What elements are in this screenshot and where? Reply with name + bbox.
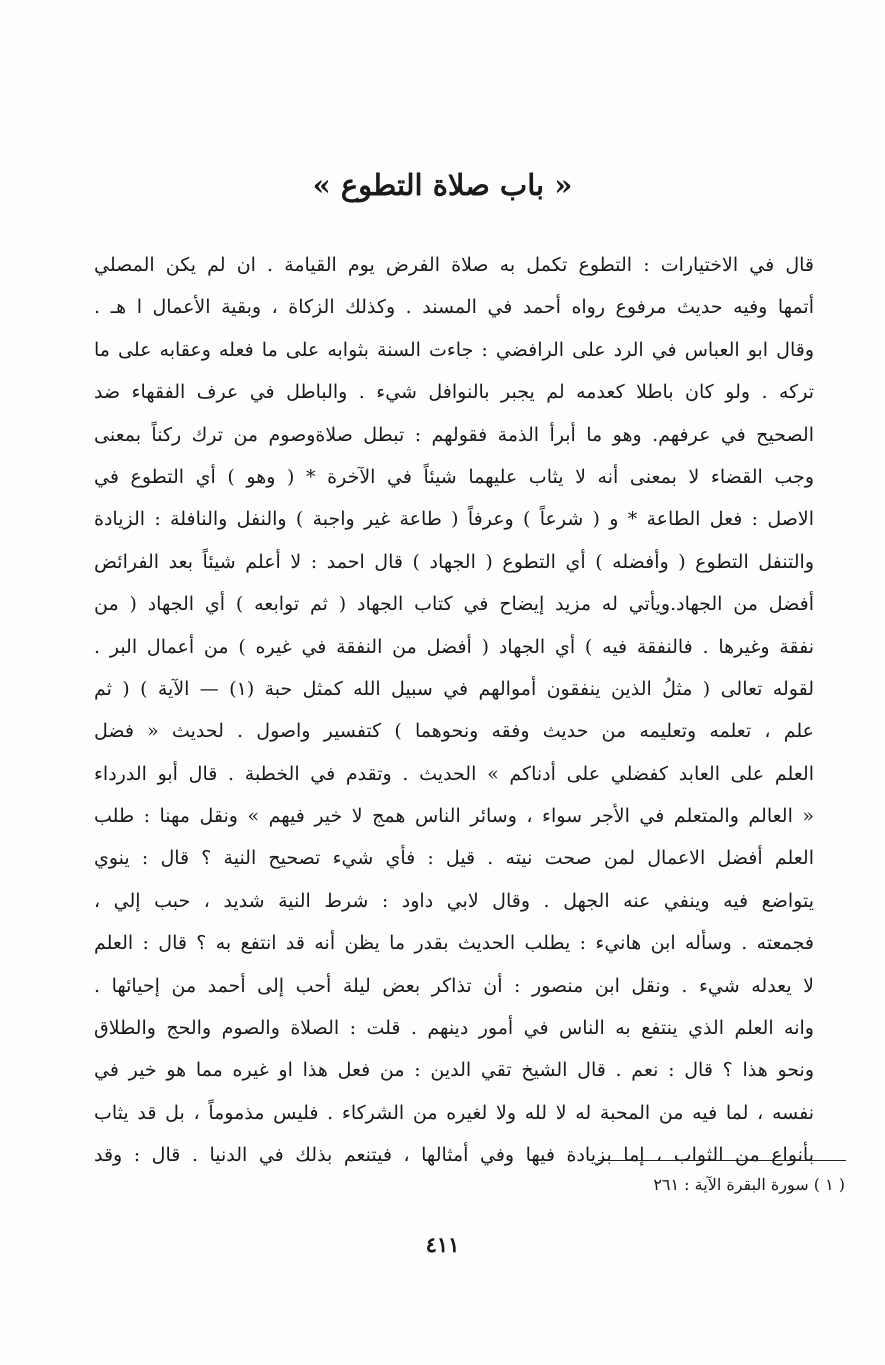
text-line: قال في الاختيارات : التطوع تكمل به صلاة الفرض يوم القيامة . ان لم يكن المصلي [94,254,814,276]
text-line: « العالم والمتعلم في الأجر سواء ، وسائر الناس همج لا خير فيهم » ونقل مهنا : طلب [94,805,814,828]
text-line: تركه . ولو كان باطلا كعدمه لم يجبر بالنوافل شيء . والباطل في عرف الفقهاء ضد [94,381,814,404]
chapter-title: « باب صلاة التطوع » [312,168,573,202]
text-line: علم ، تعلمه وتعليمه من حديث وفقه ونحوهما ) كتفسير واصول . لحديث « فضل [94,720,814,743]
body-text [94,244,814,1177]
text-line: وجب القضاء لا بمعنى أنه لا يثاب عليهما شيئاً في الآخرة * ( وهو ) أي التطوع في [94,465,814,488]
text-line: أتمها وفيه حديث مرفوع رواه أحمد في المسند . وكذلك الزكاة ، وبقية الأعمال ا هـ . [94,296,814,319]
text-line: العلم على العابد كفضلي على أدناكم » الحديث . وتقدم في الخطبة . قال أبو الدرداء [94,762,814,785]
footnote-divider [598,1160,846,1161]
text-line: نفقة وغيرها . فالنفقة فيه ) أي الجهاد ( أفضل من النفقة في غيره ) من أعمال البر . [94,635,814,658]
text-line: الصحيح في عرفهم. وهو ما أبرأ الذمة فقولهم : تبطل صلاةوصوم من ترك ركناً بمعنى [94,423,814,446]
text-line: نفسه ، لما فيه من المحبة له لا لله ولا لغيره من الشركاء . فليس مذموماً ، بل قد يثاب [94,1101,814,1124]
text-line: لا يعدله شيء . ونقل ابن منصور : أن تذاكر بعض ليلة أحب إلى أحمد من إحيائها . [94,974,814,997]
text-line: بأنواع من الثواب ، إما بزيادة فيها وفي أمثالها ، فيتنعم بذلك في الدنيا . قال : وقد [94,1144,814,1167]
text-line: العلم أفضل الاعمال لمن صحت نيته . قيل : فأي شيء تصحيح النية ؟ قال : ينوي [94,847,814,870]
page-number: ٤١١ [425,1232,460,1257]
text-line: فجمعته . وسأله ابن هانيء : يطلب الحديث بقدر ما يظن أنه قد انتفع به ؟ قال : العلم [94,932,814,955]
text-line: وقال ابو العباس في الرد على الرافضي : جاءت السنة بثوابه على ما فعله وعقابه على ما [94,338,814,361]
text-line: وانه العلم الذي ينتفع به الناس في أمور دينهم . قلت : الصلاة والصوم والحج والطلاق [94,1017,814,1040]
text-line: الاصل : فعل الطاعة * و ( شرعاً ) وعرفاً ( طاعة غير واجبة ) والنفل والنافلة : الزيادة [94,508,814,531]
text-line: يتواضع فيه وينفي عنه الجهل . وقال لابي داود : شرط النية شديد ، حبب إلي ، [94,889,814,912]
text-line: والتنفل التطوع ( وأفضله ) أي التطوع ( الجهاد ) قال احمد : لا أعلم شيئاً بعد الفرائض [94,550,814,573]
footnote: ( ١ ) سورة البقرة الآية : ٢٦١ [653,1175,845,1194]
text-line: أفضل من الجهاد.ويأتي له مزيد إيضاح في كتاب الجهاد ( ثم توابعه ) أي الجهاد ( من [94,593,814,616]
text-line: ونحو هذا ؟ قال : نعم . قال الشيخ تقي الدين : من فعل هذا او غيره مما هو خير في [94,1059,814,1082]
text-line: لقوله تعالى ( مثلُ الذين ينفقون أموالهم في سبيل الله كمثل حبة (١) — الآية ) ( ثم [94,677,814,700]
